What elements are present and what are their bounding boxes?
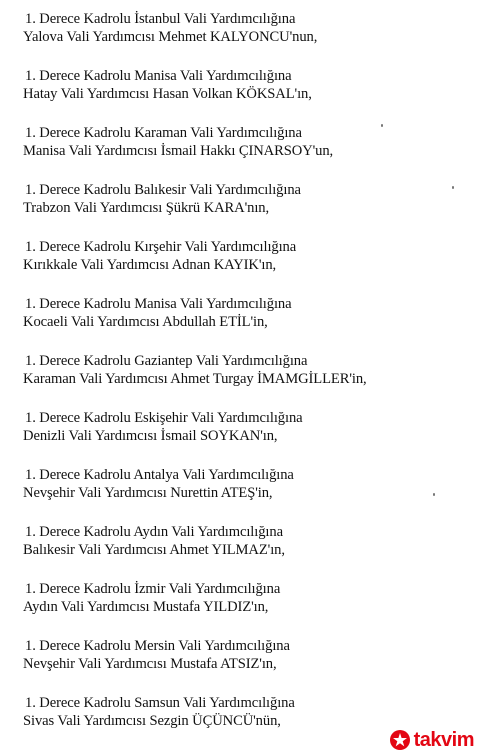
appointment-position: 1. Derece Kadrolu Karaman Vali Yardımcılığına: [25, 125, 302, 141]
appointment-position: 1. Derece Kadrolu Eskişehir Vali Yardımcılığına: [25, 410, 303, 426]
list-item: [23, 409, 463, 466]
appointee-name: Yalova Vali Yardımcısı Mehmet KALYONCU'nun,: [23, 29, 318, 45]
appointee-name: Nevşehir Vali Yardımcısı Nurettin ATEŞ'in,: [23, 485, 273, 501]
list-item: [23, 523, 463, 580]
appointment-position: 1. Derece Kadrolu Samsun Vali Yardımcılığına: [25, 695, 295, 711]
appointee-name: Aydın Vali Yardımcısı Mustafa YILDIZ'ın,: [23, 599, 269, 615]
appointment-position: 1. Derece Kadrolu Mersin Vali Yardımcılığına: [25, 638, 290, 654]
appointee-name: Balıkesir Vali Yardımcısı Ahmet YILMAZ'ın,: [23, 542, 285, 558]
appointment-position: 1. Derece Kadrolu İzmir Vali Yardımcılığına: [25, 581, 281, 597]
list-item: [23, 295, 463, 352]
appointee-name: Hatay Vali Yardımcısı Hasan Volkan KÖKSAL'ın,: [23, 86, 312, 102]
list-item: [23, 10, 463, 67]
list-item: [23, 238, 463, 295]
list-item: [23, 637, 463, 694]
scan-speck: [452, 186, 454, 189]
watermark: [389, 729, 474, 751]
appointment-position: 1. Derece Kadrolu Aydın Vali Yardımcılığına: [25, 524, 283, 540]
scan-speck: [433, 493, 435, 496]
list-item: [23, 67, 463, 124]
appointee-name: Kocaeli Vali Yardımcısı Abdullah ETİL'in,: [23, 314, 268, 330]
watermark-text: takvim: [413, 729, 474, 751]
appointee-name: Trabzon Vali Yardımcısı Şükrü KARA'nın,: [23, 200, 270, 216]
list-item: [23, 124, 463, 181]
list-item: [23, 466, 463, 523]
appointment-position: 1. Derece Kadrolu Manisa Vali Yardımcılığına: [25, 296, 292, 312]
appointee-name: Sivas Vali Yardımcısı Sezgin ÜÇÜNCÜ'nün,: [23, 713, 281, 729]
list-item: [23, 181, 463, 238]
appointment-position: 1. Derece Kadrolu Manisa Vali Yardımcılığına: [25, 68, 292, 84]
appointment-position: 1. Derece Kadrolu Balıkesir Vali Yardımcılığına: [25, 182, 301, 198]
list-item: [23, 580, 463, 637]
appointee-name: Karaman Vali Yardımcısı Ahmet Turgay İMAMGİLLER'in,: [23, 371, 367, 387]
appointment-position: 1. Derece Kadrolu Gaziantep Vali Yardımcılığına: [25, 353, 308, 369]
appointment-position: 1. Derece Kadrolu Antalya Vali Yardımcılığına: [25, 467, 294, 483]
list-item: [23, 352, 463, 409]
appointee-name: Manisa Vali Yardımcısı İsmail Hakkı ÇINARSOY'un,: [23, 143, 334, 159]
appointee-name: Kırıkkale Vali Yardımcısı Adnan KAYIK'ın,: [23, 257, 277, 273]
appointee-name: Nevşehir Vali Yardımcısı Mustafa ATSIZ'ın,: [23, 656, 277, 672]
appointment-position: 1. Derece Kadrolu İstanbul Vali Yardımcılığına: [25, 11, 296, 27]
scan-speck: [381, 124, 383, 127]
takvim-logo-icon: [389, 729, 411, 751]
appointment-position: 1. Derece Kadrolu Kırşehir Vali Yardımcılığına: [25, 239, 297, 255]
appointee-name: Denizli Vali Yardımcısı İsmail SOYKAN'ın,: [23, 428, 278, 444]
appointment-list: [23, 10, 463, 751]
